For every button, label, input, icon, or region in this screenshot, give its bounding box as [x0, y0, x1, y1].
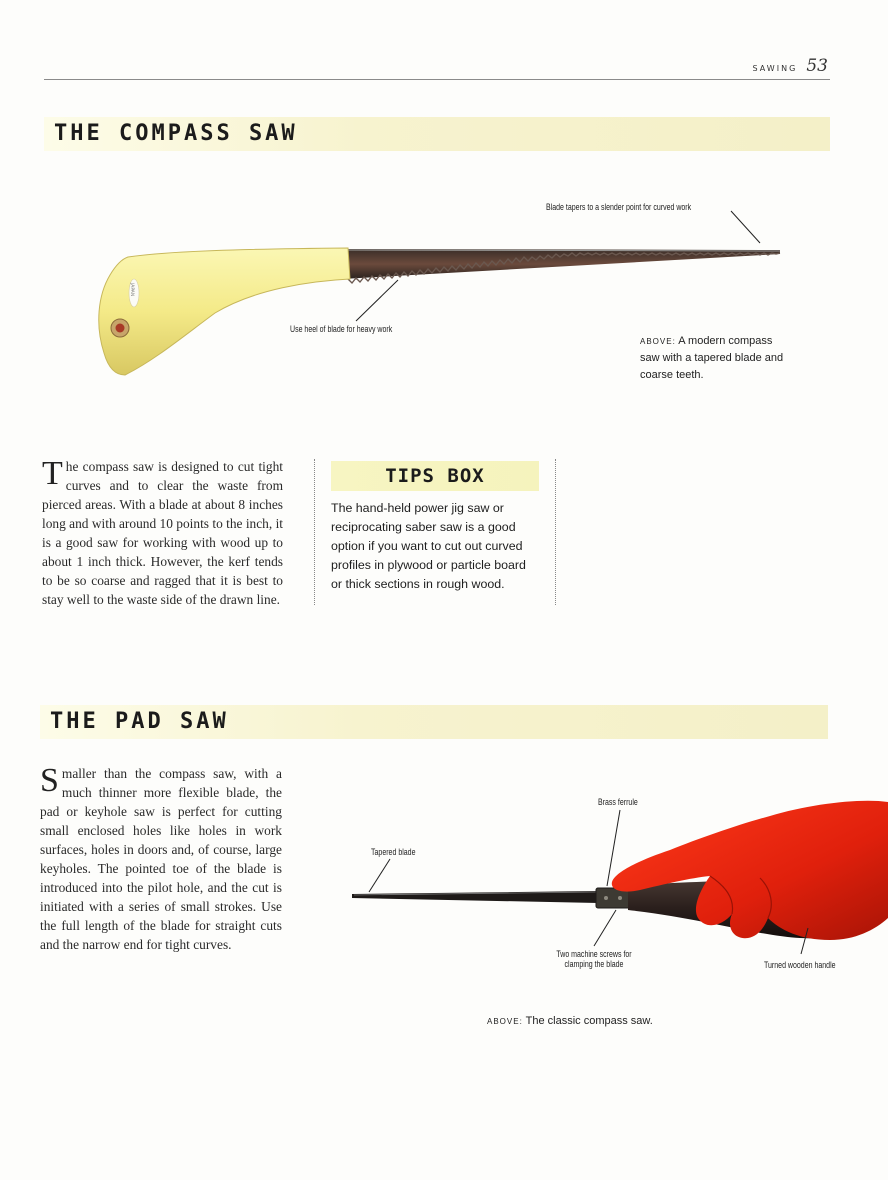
tips-text: The hand-held power jig saw or reciprocating saber saw is a good option if you want to cut out curved profiles in plywood or particle board or thick sections in rough wood.	[331, 501, 526, 591]
section-label: SAWING	[752, 64, 798, 73]
compass-saw-caption	[640, 333, 790, 384]
pad-saw-title: THE PAD SAW	[50, 709, 229, 734]
compass-saw-body	[42, 457, 283, 609]
callout-blade-heel: Use heel of blade for heavy work	[290, 324, 393, 334]
page-number: 53	[806, 56, 828, 76]
callout-blade-tip: Blade tapers to a slender point for curved work	[546, 202, 692, 212]
callout-turned-handle: Turned wooden handle	[764, 960, 836, 970]
pad-saw-title-band	[40, 705, 828, 739]
tips-title-bar	[331, 461, 539, 491]
compass-saw-title: THE COMPASS SAW	[54, 121, 298, 146]
tips-box	[314, 459, 556, 605]
caption-lead: ABOVE:	[640, 337, 676, 346]
callout-brass-ferrule: Brass ferrule	[598, 797, 638, 807]
pad-saw-callout-lines	[0, 780, 888, 980]
caption-lead: ABOVE:	[487, 1017, 523, 1026]
pad-saw-body-text: maller than the compass saw, with a much thinner more flexible blade, the pad or keyhole saw is perfect for cutting small enclosed holes like holes in work surfaces, holes in doors and, of course, large keyholes. The pointed toe of the blade is introduced into the pilot hole, and the cut is initiated with a series of small strokes. Use the full length of the blade for straight cuts and the narrow end for tight curves.	[40, 766, 282, 952]
drop-cap: T	[42, 455, 63, 492]
callout-tapered-blade: Tapered blade	[371, 847, 416, 857]
caption-text: A modern compass saw with a tapered blade and coarse teeth.	[640, 335, 784, 381]
callout-machine-screws	[528, 949, 660, 969]
compass-saw-body-text: he compass saw is designed to cut tight curves and to clear the waste from pierced areas. With a blade at about 8 inches long and with around 10 points to the inch, it is a good saw for working with wood up to about 1 inch thick. However, the kerf tends to be so coarse and ragged that it is best to stay well to the waste side of the drawn line.	[42, 459, 284, 607]
drop-cap: S	[40, 762, 59, 799]
handle-stamp: JAPAN	[129, 283, 134, 297]
tips-title: TIPS BOX	[385, 465, 485, 487]
callout-machine-screws-line2: clamping the blade	[564, 959, 624, 969]
caption-text: The classic compass saw.	[525, 1015, 653, 1027]
callout-machine-screws-line1: Two machine screws for	[556, 949, 632, 959]
pad-saw-caption	[487, 1013, 727, 1030]
